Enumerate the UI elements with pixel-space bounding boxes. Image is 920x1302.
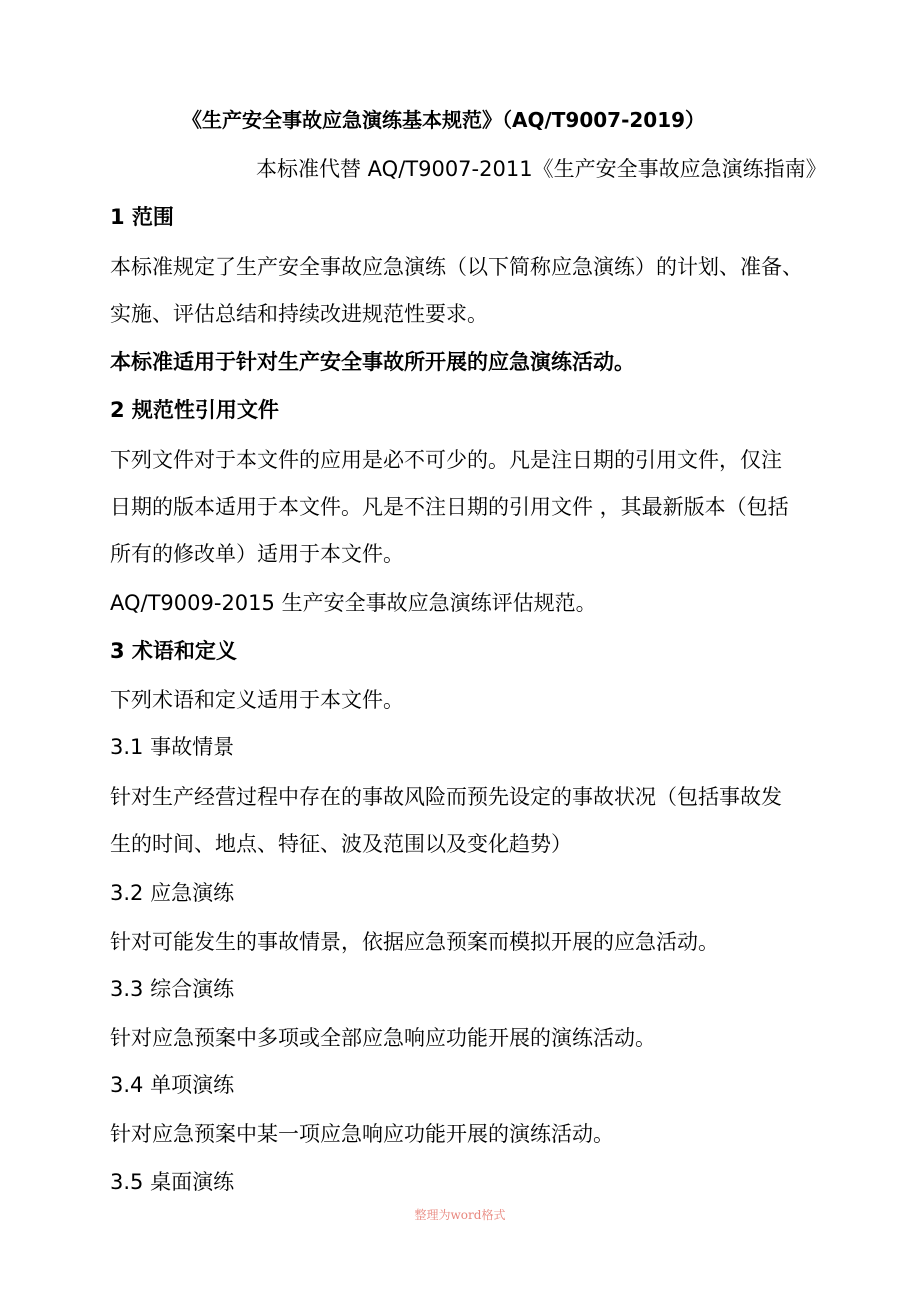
- section-2-paragraph-line: 下列文件对于本文件的应用是必不可少的。凡是注日期的引用文件，仅注: [110, 448, 782, 472]
- section-2-paragraph-line: 所有的修改单）适用于本文件。: [110, 542, 404, 566]
- section-2-paragraph-line: 日期的版本适用于本文件。凡是不注日期的引用文件 ，其最新版本（包括: [110, 495, 789, 519]
- section-2-heading: 2 规范性引用文件: [110, 398, 279, 422]
- term-3-2-heading: 3.2 应急演练: [110, 881, 235, 905]
- section-3-heading: 3 术语和定义: [110, 639, 237, 663]
- term-3-4-definition: 针对应急预案中某一项应急响应功能开展的演练活动。: [110, 1122, 614, 1146]
- term-3-4-heading: 3.4 单项演练: [110, 1073, 235, 1097]
- replaces-note: 本标准代替 AQ/T9007-2011《生产安全事故应急演练指南》: [256, 157, 827, 181]
- section-1-paragraph-line: 本标准规定了生产安全事故应急演练（以下简称应急演练）的计划、准备、: [110, 255, 803, 279]
- term-3-5-heading: 3.5 桌面演练: [110, 1170, 235, 1194]
- term-3-1-definition-line: 生的时间、地点、特征、波及范围以及变化趋势）: [110, 832, 572, 856]
- term-3-3-definition: 针对应急预案中多项或全部应急响应功能开展的演练活动。: [110, 1026, 656, 1050]
- section-1-applicability: 本标准适用于针对生产安全事故所开展的应急演练活动。: [110, 350, 635, 374]
- section-1-heading: 1 范围: [110, 205, 174, 229]
- term-3-1-definition-line: 针对生产经营过程中存在的事故风险而预先设定的事故状况（包括事故发: [110, 785, 782, 809]
- term-3-3-heading: 3.3 综合演练: [110, 977, 235, 1001]
- page-footer: 整理为word格式: [414, 1208, 506, 1222]
- section-3-intro: 下列术语和定义适用于本文件。: [110, 688, 404, 712]
- document-title: 《生产安全事故应急演练基本规范》（AQ/T9007-2019）: [182, 108, 706, 132]
- normative-reference: AQ/T9009-2015 生产安全事故应急演练评估规范。: [110, 591, 597, 615]
- term-3-1-heading: 3.1 事故情景: [110, 735, 235, 759]
- term-3-2-definition: 针对可能发生的事故情景，依据应急预案而模拟开展的应急活动。: [110, 930, 719, 954]
- section-1-paragraph-line: 实施、评估总结和持续改进规范性要求。: [110, 302, 488, 326]
